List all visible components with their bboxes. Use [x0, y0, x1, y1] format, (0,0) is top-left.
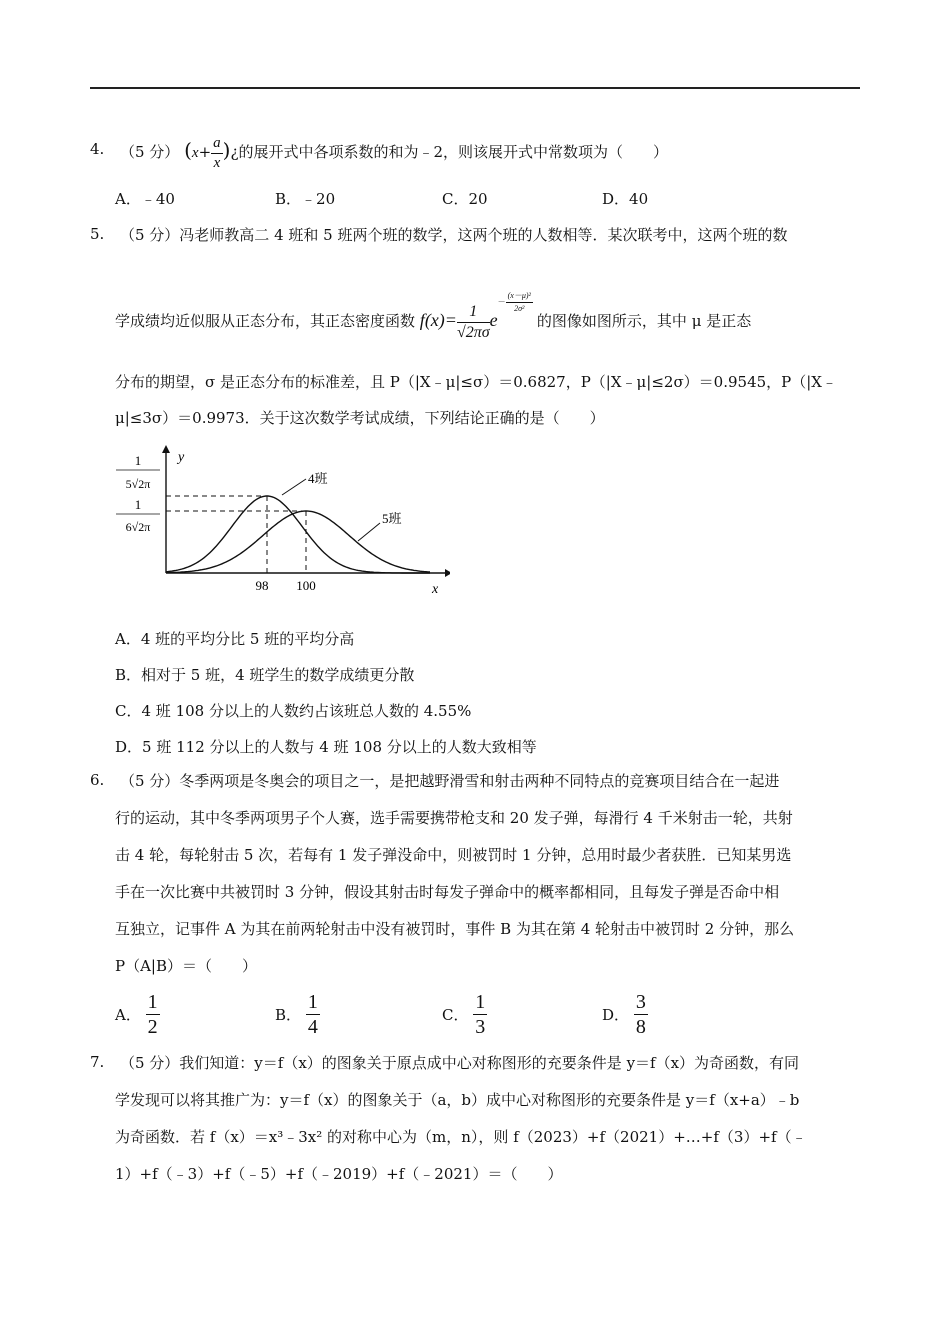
question-6-line-6: P（A|B）＝（ ）: [115, 957, 258, 975]
header-rule: [90, 87, 860, 89]
curve-4ban: [166, 496, 430, 573]
question-number: 4.: [90, 140, 105, 158]
y-axis-arrow: [162, 445, 170, 453]
question-number: 7.: [90, 1053, 105, 1071]
label-pointer-4ban: [282, 479, 306, 495]
question-7-line-2: 学发现可以将其推广为：y＝f（x）的图象关于（a，b）成中心对称图形的充要条件是 y＝f（x+a）﹣b: [115, 1091, 800, 1109]
option-a: A．﹣40: [115, 190, 175, 208]
question-number: 6.: [90, 771, 105, 789]
question-7-line-1: （5 分）我们知道：y＝f（x）的图象关于原点成中心对称图形的充要条件是 y＝f（x）为奇函数，有同: [120, 1054, 800, 1072]
x-tick-100: 100: [296, 578, 316, 593]
question-5-line-1: （5 分）冯老师教高二 4 班和 5 班两个班的数学，这两个班的人数相等．某次联考中，这两个班的数: [120, 226, 788, 244]
exponent: － $\frac{\text{(x－μ)²}}{\text{2σ²}}$: [497, 290, 531, 313]
option-a: A． $\frac{1}{2}$: [115, 991, 158, 1038]
question-number: 5.: [90, 225, 105, 243]
option-d: D． $\frac{3}{8}$: [602, 991, 646, 1038]
option-d: D．5 班 112 分以上的人数与 4 班 108 分以上的人数大致相等: [115, 738, 537, 756]
y-tick-1-den: 5√2π: [125, 477, 151, 491]
y-tick-2-den: 6√2π: [125, 520, 151, 534]
question-5-line-3: 分布的期望，σ 是正态分布的标准差，且 P（|X﹣μ|≤σ）＝0.6827，P（|X﹣μ|≤2σ）＝0.9545，P（|X﹣: [115, 373, 837, 391]
option-c: C．4 班 108 分以上的人数约占该班总人数的 4.55%: [115, 702, 472, 720]
y-tick-1-num: 1: [134, 453, 142, 468]
curve-4ban-label: 4班: [308, 471, 328, 486]
label-pointer-5ban: [358, 523, 380, 541]
question-5-line-4: μ|≤3σ）＝0.9973．关于这次数学考试成绩，下列结论正确的是（ ）: [115, 409, 605, 427]
normal-distribution-graph: [110, 445, 450, 600]
option-b: B．﹣20: [275, 190, 336, 208]
y-axis-label: y: [178, 450, 185, 465]
density-fraction: $\frac{1}{√2\pi\sigma}$: [456, 302, 490, 341]
x-axis-label: x: [432, 582, 439, 597]
option-a: A．4 班的平均分比 5 班的平均分高: [115, 630, 355, 648]
option-c: C． $\frac{1}{3}$: [442, 991, 486, 1038]
question-6-line-1: （5 分）冬季两项是冬奥会的项目之一，是把越野滑雪和射击两种不同特点的竞赛项目结合在一起进: [120, 772, 780, 790]
option-b: B． $\frac{1}{4}$: [275, 991, 318, 1038]
x-axis-arrow: [445, 569, 450, 577]
question-5-line-2: 学成绩均近似服从正态分布，其正态密度函数 f(x)= $\frac{1}{√2\pi\sigma}$ e－ $\frac{\text{(x－μ)²}}{\text{2σ²}}$ 的图像如图所示，其中 μ 是正态: [115, 290, 752, 341]
question-6-line-5: 互独立，记事件 A 为其在前两轮射击中没有被罚时，事件 B 为其在第 4 轮射击中被罚时 2 分钟，那么: [115, 920, 795, 938]
question-7-line-4: 1）+f（﹣3）+f（﹣5）+f（﹣2019）+f（﹣2021）＝（ ）: [115, 1165, 563, 1183]
curve-5ban-label: 5班: [382, 511, 402, 526]
y-tick-2-num: 1: [134, 497, 142, 512]
question-6-line-3: 击 4 轮，每轮射击 5 次，若每有 1 发子弹没命中，则被罚时 1 分钟，总用时最少者获胜．已知某男选: [115, 846, 792, 864]
question-6-line-4: 手在一次比赛中共被罚时 3 分钟，假设其射击时每发子弹命中的概率都相同，且每发子弹是否命中相: [115, 883, 780, 901]
question-7-line-3: 为奇函数．若 f（x）＝x³﹣3x² 的对称中心为（m，n），则 f（2023）+f（2021）+…+f（3）+f（﹣: [115, 1128, 807, 1146]
question-6-line-2: 行的运动，其中冬季两项男子个人赛，选手需要携带枪支和 20 发子弹，每滑行 4 千米射击一轮，共射: [115, 809, 793, 827]
option-c: C．20: [442, 190, 488, 208]
option-d: D．40: [602, 190, 649, 208]
x-tick-98: 98: [255, 578, 269, 593]
fraction-a-over-x: $\frac{a}{x}$: [213, 134, 221, 171]
question-4-stem: （5 分） (x+ $\frac{a}{x}$ )¿的展开式中各项系数的和为﹣2，则该展开式中常数项为（ ）: [120, 134, 669, 171]
option-b: B．相对于 5 班，4 班学生的数学成绩更分散: [115, 666, 415, 684]
